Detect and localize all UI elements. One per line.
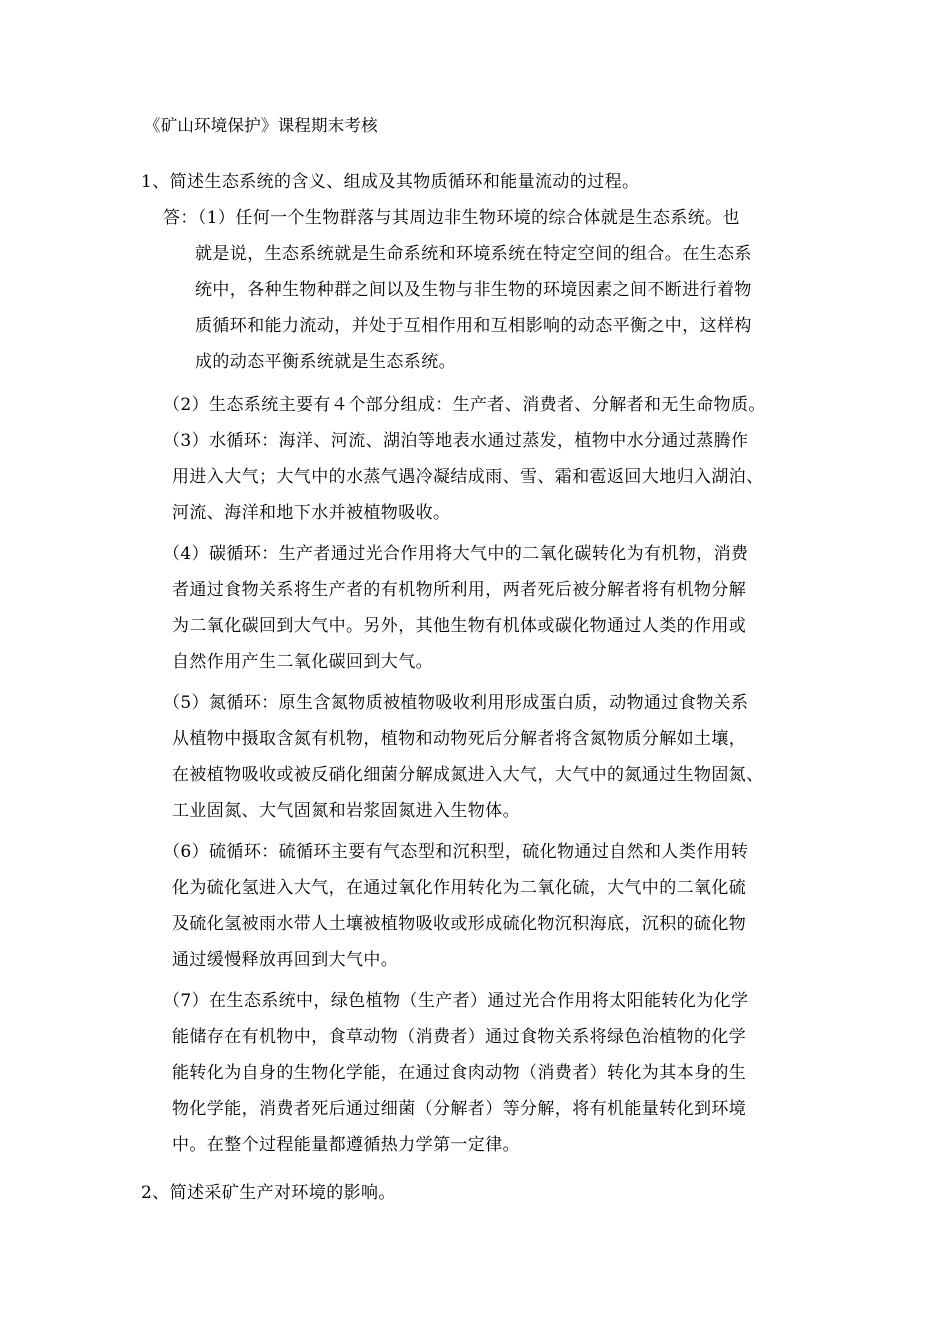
answer-1-line-4: 质循环和能力流动，并处于互相作用和互相影响的动态平衡之中，这样构 [195,316,752,336]
paragraph-7-line-3: 能转化为自身的生物化学能，在通过食肉动物（消费者）转化为其本身的生 [172,1063,747,1083]
document-title: 《矿山环境保护》课程期末考核 [144,116,378,135]
paragraph-6-line-4: 通过缓慢释放再回到大气中。 [172,950,399,970]
answer-1-line-1: 答：（1）任何一个生物群落与其周边非生物环境的综合体就是生态系统。也 [163,208,740,228]
answer-1-line-2: 就是说，生态系统就是生命系统和环境系统在特定空间的组合。在生态系 [195,244,752,264]
paragraph-3-line-2: 用进入大气；大气中的水蒸气遇冷凝结成雨、雪、霜和雹返回大地归入湖泊、 [172,467,764,487]
paragraph-7-line-5: 中。在整个过程能量都遵循热力学第一定律。 [172,1135,520,1155]
paragraph-6-line-1: （6）硫循环：硫循环主要有气态型和沉积型，硫化物通过自然和人类作用转 [163,842,749,862]
paragraph-4-line-4: 自然作用产生二氧化碳回到大气。 [172,652,433,672]
paragraph-3-line-3: 河流、海洋和地下水并被植物吸收。 [172,503,451,523]
paragraph-3-line-1: （3）水循环：海洋、河流、湖泊等地表水通过蒸发，植物中水分通过蒸腾作 [163,431,749,451]
paragraph-5-line-4: 工业固氮、大气固氮和岩浆固氮进入生物体。 [172,801,520,821]
paragraph-7-line-1: （7）在生态系统中，绿色植物（生产者）通过光合作用将太阳能转化为化学 [163,991,749,1011]
paragraph-4-line-1: （4）碳循环：生产者通过光合作用将大气中的二氧化碳转化为有机物，消费 [163,544,749,564]
paragraph-2-line-1: （2）生态系统主要有４个部分组成：生产者、消费者、分解者和无生命物质。 [163,395,766,415]
paragraph-5-line-2: 从植物中摄取含氮有机物，植物和动物死后分解者将含氮物质分解如土壤， [172,729,747,749]
paragraph-7-line-2: 能储存在有机物中，食草动物（消费者）通过食物关系将绿色治植物的化学 [172,1027,747,1047]
paragraph-5-line-3: 在被植物吸收或被反硝化细菌分解成氮进入大气，大气中的氮通过生物固氮、 [172,765,764,785]
answer-1-line-3: 统中，各种生物种群之间以及生物与非生物的环境因素之间不断进行着物 [195,280,752,300]
paragraph-5-line-1: （5）氮循环：原生含氮物质被植物吸收利用形成蛋白质，动物通过食物关系 [163,693,749,713]
question-1: 1、简述生态系统的含义、组成及其物质循环和能量流动的过程。 [141,172,640,192]
paragraph-4-line-2: 者通过食物关系将生产者的有机物所利用，两者死后被分解者将有机物分解 [172,580,747,600]
paragraph-4-line-3: 为二氧化碳回到大气中。另外，其他生物有机体或碳化物通过人类的作用或 [172,616,747,636]
answer-1-line-5: 成的动态平衡系统就是生态系统。 [195,352,456,372]
paragraph-6-line-3: 及硫化氢被雨水带人土壤被植物吸收或形成硫化物沉积海底，沉积的硫化物 [172,914,747,934]
paragraph-7-line-4: 物化学能，消费者死后通过细菌（分解者）等分解，将有机能量转化到环境 [172,1099,747,1119]
question-2: 2、简述采矿生产对环境的影响。 [141,1183,396,1203]
paragraph-6-line-2: 化为硫化氢进入大气，在通过氧化作用转化为二氧化硫，大气中的二氧化硫 [172,878,747,898]
